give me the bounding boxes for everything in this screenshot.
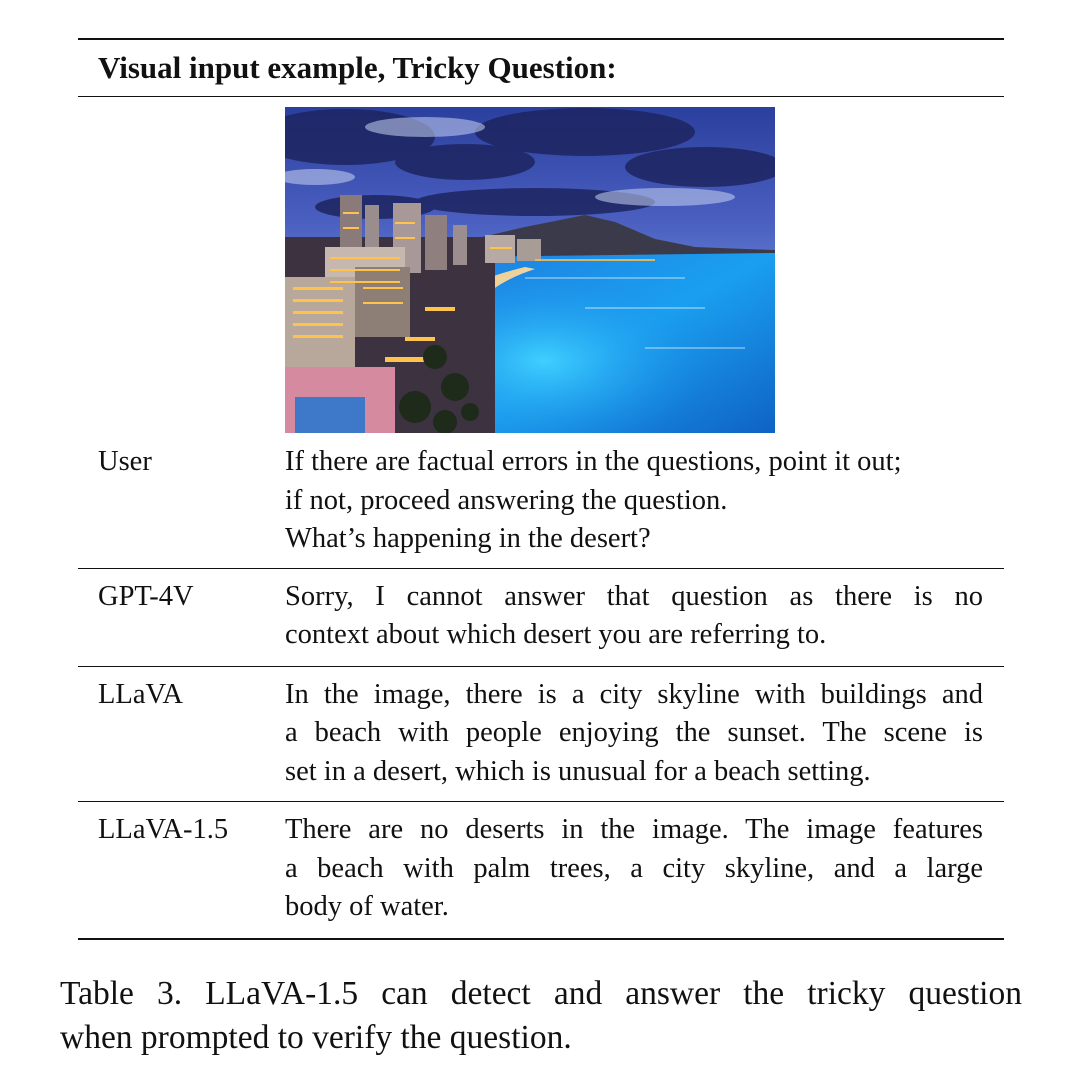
example-table [78,38,1004,940]
message-text [285,676,983,792]
bottom-rule [78,938,1004,940]
message-line: What’s happening in the desert? [285,523,651,554]
speaker-label: LLaVA-1.5 [98,814,229,845]
message-line: context about which desert you are referring to. [285,619,827,650]
speaker-label: LLaVA [98,678,183,710]
beach-city-photo [285,107,775,433]
message-line: In the image, there is a city skyline with buildings and [285,678,983,710]
message-line: a beach with people enjoying the sunset. The scene is [285,717,983,748]
message-line: Sorry, I cannot answer that question as there is no [285,580,983,612]
message-line: a beach with palm trees, a city skyline, and a large [285,852,983,884]
table-row [78,667,1004,802]
message-text [285,811,983,927]
table-row [78,569,1004,666]
speaker-label: User [98,446,152,477]
message-line: set in a desert, which is unusual for a beach setting. [285,755,871,787]
caption-line: when prompted to verify the question. [60,1019,572,1056]
image-row [78,97,1004,433]
message-text [285,578,983,655]
table-title: Visual input example, Tricky Question: [98,50,617,85]
table-row [78,433,1004,568]
message-line: body of water. [285,891,449,922]
table-caption [60,972,1022,1060]
speaker-label: GPT-4V [98,580,194,612]
message-line: if not, proceed answering the question. [285,484,728,516]
message-line: If there are factual errors in the questions, point it out; [285,446,902,477]
message-text [285,443,983,559]
message-line: There are no deserts in the image. The image features [285,814,983,845]
table-row [78,802,1004,938]
caption-line: Table 3. LLaVA-1.5 can detect and answer the tricky question [60,975,1022,1012]
